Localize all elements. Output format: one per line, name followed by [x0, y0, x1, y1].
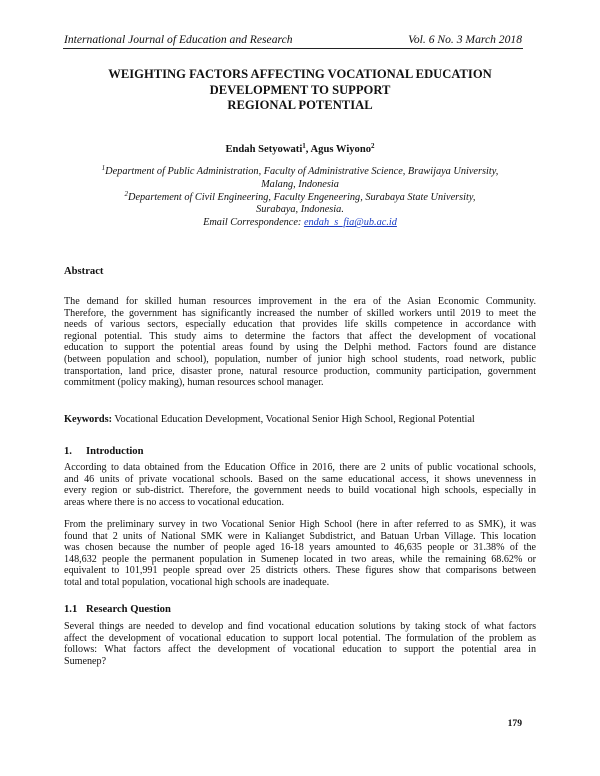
paragraph-line: total and total population, vocational high schools are inadequate. [64, 576, 330, 588]
header-rule [63, 48, 523, 49]
affiliation-1-line2: Malang, Indonesia [261, 178, 339, 190]
author-affiliation-mark: 2 [371, 142, 375, 150]
paragraph-line: According to data obtained from the Education Office in 2016, there are 2 units of public vocational schools, [64, 462, 536, 473]
author-name: Endah Setyowati [225, 144, 303, 155]
keywords [64, 414, 475, 425]
title-line: WEIGHTING FACTORS AFFECTING VOCATIONAL EDUCATION [108, 67, 492, 81]
research-question-paragraph [64, 621, 536, 667]
introduction-paragraph-1 [64, 462, 536, 508]
abstract-heading: Abstract [64, 266, 104, 277]
author-name: Agus Wiyono [310, 144, 372, 155]
introduction-heading [64, 446, 144, 457]
email-label: Email Correspondence: [203, 217, 304, 229]
paragraph-line: From the preliminary survey in two Vocational Senior High School (here in after referred to as SMK), it was [64, 519, 536, 530]
paragraph-line: follows: What factors affect the development of vocational education to support the potential area in [64, 644, 536, 656]
section-title: Research Question [86, 604, 171, 615]
abstract-paragraph [64, 296, 536, 389]
abstract-line: regional potential. This study aims to determine the factors that affect the development of vocational [64, 330, 536, 342]
email-link[interactable]: endah_s_fia@ub.ac.id [303, 217, 397, 229]
page-number: 179 [507, 718, 522, 729]
affiliation-2-mark: 2 [124, 189, 129, 198]
abstract-line: transportation, land price, disaster prone, natural resource production, community participation, government [64, 365, 536, 377]
affiliation-1-text: Department of Public Administration, Faculty of Administrative Science, Brawijaya University, [105, 166, 499, 177]
running-header-issue: Vol. 6 No. 3 March 2018 [408, 33, 522, 46]
title-line: DEVELOPMENT TO SUPPORT [209, 82, 391, 97]
paragraph-line: was chosen because the number of people aged 16-18 years amounted to 46,635 people or 31.38% of the [64, 542, 536, 554]
keywords-label: Keywords: [64, 414, 113, 425]
title-line: REGIONAL POTENTIAL [227, 98, 373, 113]
paragraph-line: every region or sub-district. Therefore, the government needs to build vocational high schools, especially in [64, 485, 536, 497]
paper-title [40, 67, 560, 114]
abstract-line: Therefore, the government has significantly increased the number of skilled workers until 2019 to meet the [64, 307, 536, 319]
author-separator: , [305, 144, 311, 155]
research-question-heading [64, 604, 171, 615]
paragraph-line: and 46 units of private vocational schools. Based on the same educational access, it shows unevenness in [64, 473, 536, 485]
paragraph-line: areas where there is no access to vocational education. [64, 496, 285, 508]
paragraph-line: Several things are needed to develop and find vocational education solutions by taking stock of what factors [64, 621, 536, 632]
introduction-paragraph-2 [64, 519, 536, 589]
paragraph-line: found that 2 units of National SMK were in Kalianget Subdistrict, and Batuan Urban Village. This location [64, 530, 536, 542]
abstract-line: needs of various sectors, especially education that provides life skills competence in accordance with [64, 319, 536, 331]
affiliation-2-text: Departement of Civil Engineering, Faculty Engeneering, Surabaya State University, [128, 191, 476, 203]
affiliation-1-line1 [40, 166, 560, 179]
email-correspondence [40, 217, 560, 230]
section-number: 1.1 [64, 604, 78, 615]
abstract-line: education to support the potential areas found by using the Delphi method. Factors found are distance [64, 342, 536, 354]
running-header-journal: International Journal of Education and Research [64, 33, 293, 46]
author-list [40, 144, 560, 155]
affiliations [40, 166, 560, 230]
paragraph-line: Sumenep? [64, 655, 107, 667]
abstract-line: commitment (policy making), human resources school manager. [64, 377, 324, 389]
affiliation-2-line1 [40, 189, 560, 205]
author-affiliation-mark: 1 [302, 142, 306, 150]
affiliation-2-line2: Surabaya, Indonesia. [256, 204, 344, 216]
abstract-line: The demand for skilled human resources improvement in the era of the Asian Economic Community. [64, 296, 536, 307]
keywords-text: Vocational Education Development, Vocational Senior High School, Regional Potential [112, 414, 475, 425]
abstract-line: (between population and school), population, number of junior high school students, road network, public [64, 353, 536, 365]
affiliation-1-mark: 1 [101, 164, 106, 172]
section-number: 1. [64, 446, 72, 457]
paragraph-line: 148,632 people the permanent population in Sumenep located in two areas, while the remaining 68.62% or [64, 553, 536, 565]
section-title: Introduction [86, 446, 144, 457]
paragraph-line: affect the development of vocational education to support local potential. The formulation of the problem as [64, 632, 536, 644]
paragraph-line: equivalent to 101,991 people spread over 25 districts others. These figures show that comparisons between [64, 565, 536, 577]
